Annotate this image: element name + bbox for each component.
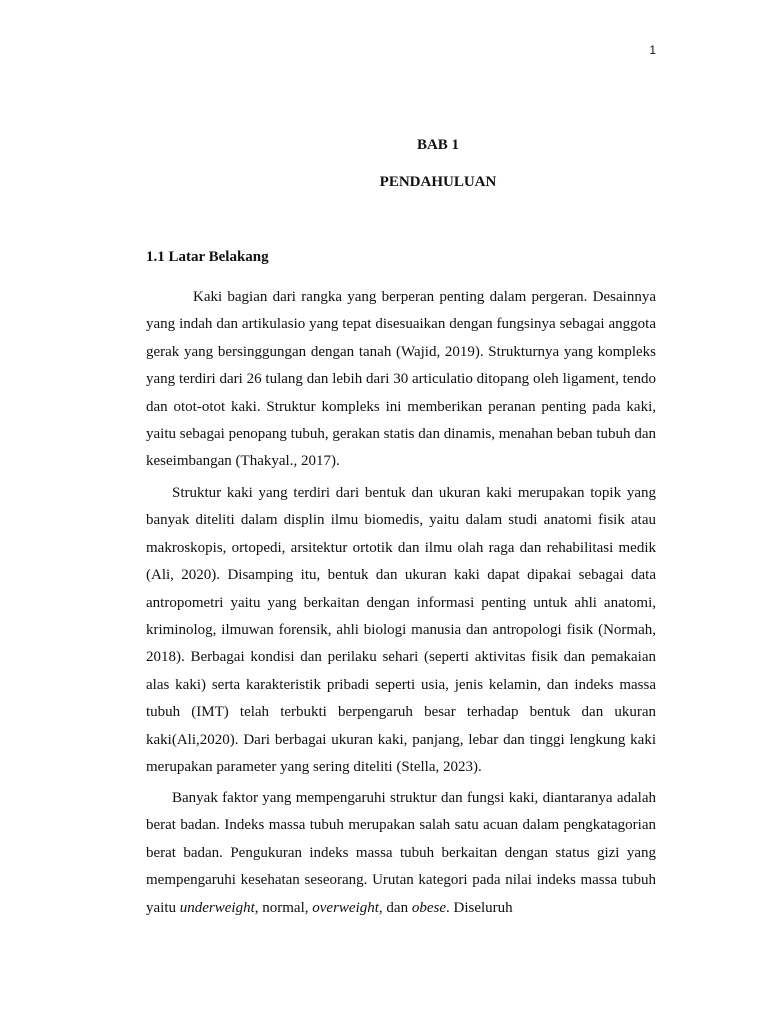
- term-underweight: underweight: [179, 899, 255, 916]
- page-number: 1: [649, 43, 656, 57]
- paragraph-2-text: Struktur kaki yang terdiri dari bentuk dan ukuran kaki merupakan topik yang banyak diteliti dalam displin ilmu biomedis, yaitu dalam studi anatomi fisik atau makroskopis, ortopedi, arsitektur ortotik dan ilmu olah raga dan rehabilitasi medik (Ali, 2020). Disamping itu, bentuk dan ukuran kaki dapat dipakai sebagai data antropometri yaitu yang berkaitan dengan informasi penting untuk ahli anatomi, kriminolog, ilmuwan forensik, ahli biologi manusia dan antropologi fisik (Normah, 2018). Berbagai kondisi dan perilaku sehari (seperti aktivitas fisik dan pemakaian alas kaki) serta karakteristik pribadi seperti usia, jenis kelamin, dan indeks massa tubuh (IMT) telah terbukti berpengaruh besar terhadap bentuk dan ukuran kaki(Ali,2020). Dari berbagai ukuran kaki, panjang, lebar dan tinggi lengkung kaki merupakan parameter yang sering diteliti (Stella, 2023).: [146, 485, 656, 776]
- paragraph-3: [146, 785, 656, 922]
- chapter-title: PENDAHULUAN: [379, 174, 497, 190]
- paragraph-3-part-b: , normal,: [254, 899, 313, 916]
- term-obese: obese: [411, 899, 446, 916]
- section-heading: 1.1 Latar Belakang: [146, 249, 269, 265]
- chapter-number: BAB 1: [416, 137, 460, 153]
- paragraph-3-part-a: Banyak faktor yang mempengaruhi struktur dan fungsi kaki, diantaranya adalah berat badan. Indeks massa tubuh merupakan salah satu acuan dalam pengkatagorian berat badan. Pengukuran indeks massa tubuh berkaitan dengan status gizi yang mempengaruhi kesehatan seseorang. Urutan kategori pada nilai indeks massa tubuh yaitu: [146, 790, 656, 916]
- paragraph-1: [146, 284, 656, 476]
- paragraph-1-text: Kaki bagian dari rangka yang berperan penting dalam pergeran. Desainnya yang indah dan artikulasio yang tepat disesuaikan dengan fungsinya sebagai anggota gerak yang bersinggungan dengan tanah (Wajid, 2019). Strukturnya yang kompleks yang terdiri dari 26 tulang dan lebih dari 30 articulatio ditopang oleh ligament, tendo dan otot-otot kaki. Struktur kompleks ini memberikan peranan penting pada kaki, yaitu sebagai penopang tubuh, gerakan statis dan dinamis, menahan beban tubuh dan keseimbangan (Thakyal., 2017).: [146, 289, 656, 470]
- term-overweight: overweight: [312, 899, 379, 916]
- paragraph-3-part-c: , dan: [378, 899, 412, 916]
- paragraph-3-part-d: . Diseluruh: [445, 899, 513, 916]
- paragraph-2: [146, 480, 656, 781]
- paragraph-3-text: [146, 785, 656, 922]
